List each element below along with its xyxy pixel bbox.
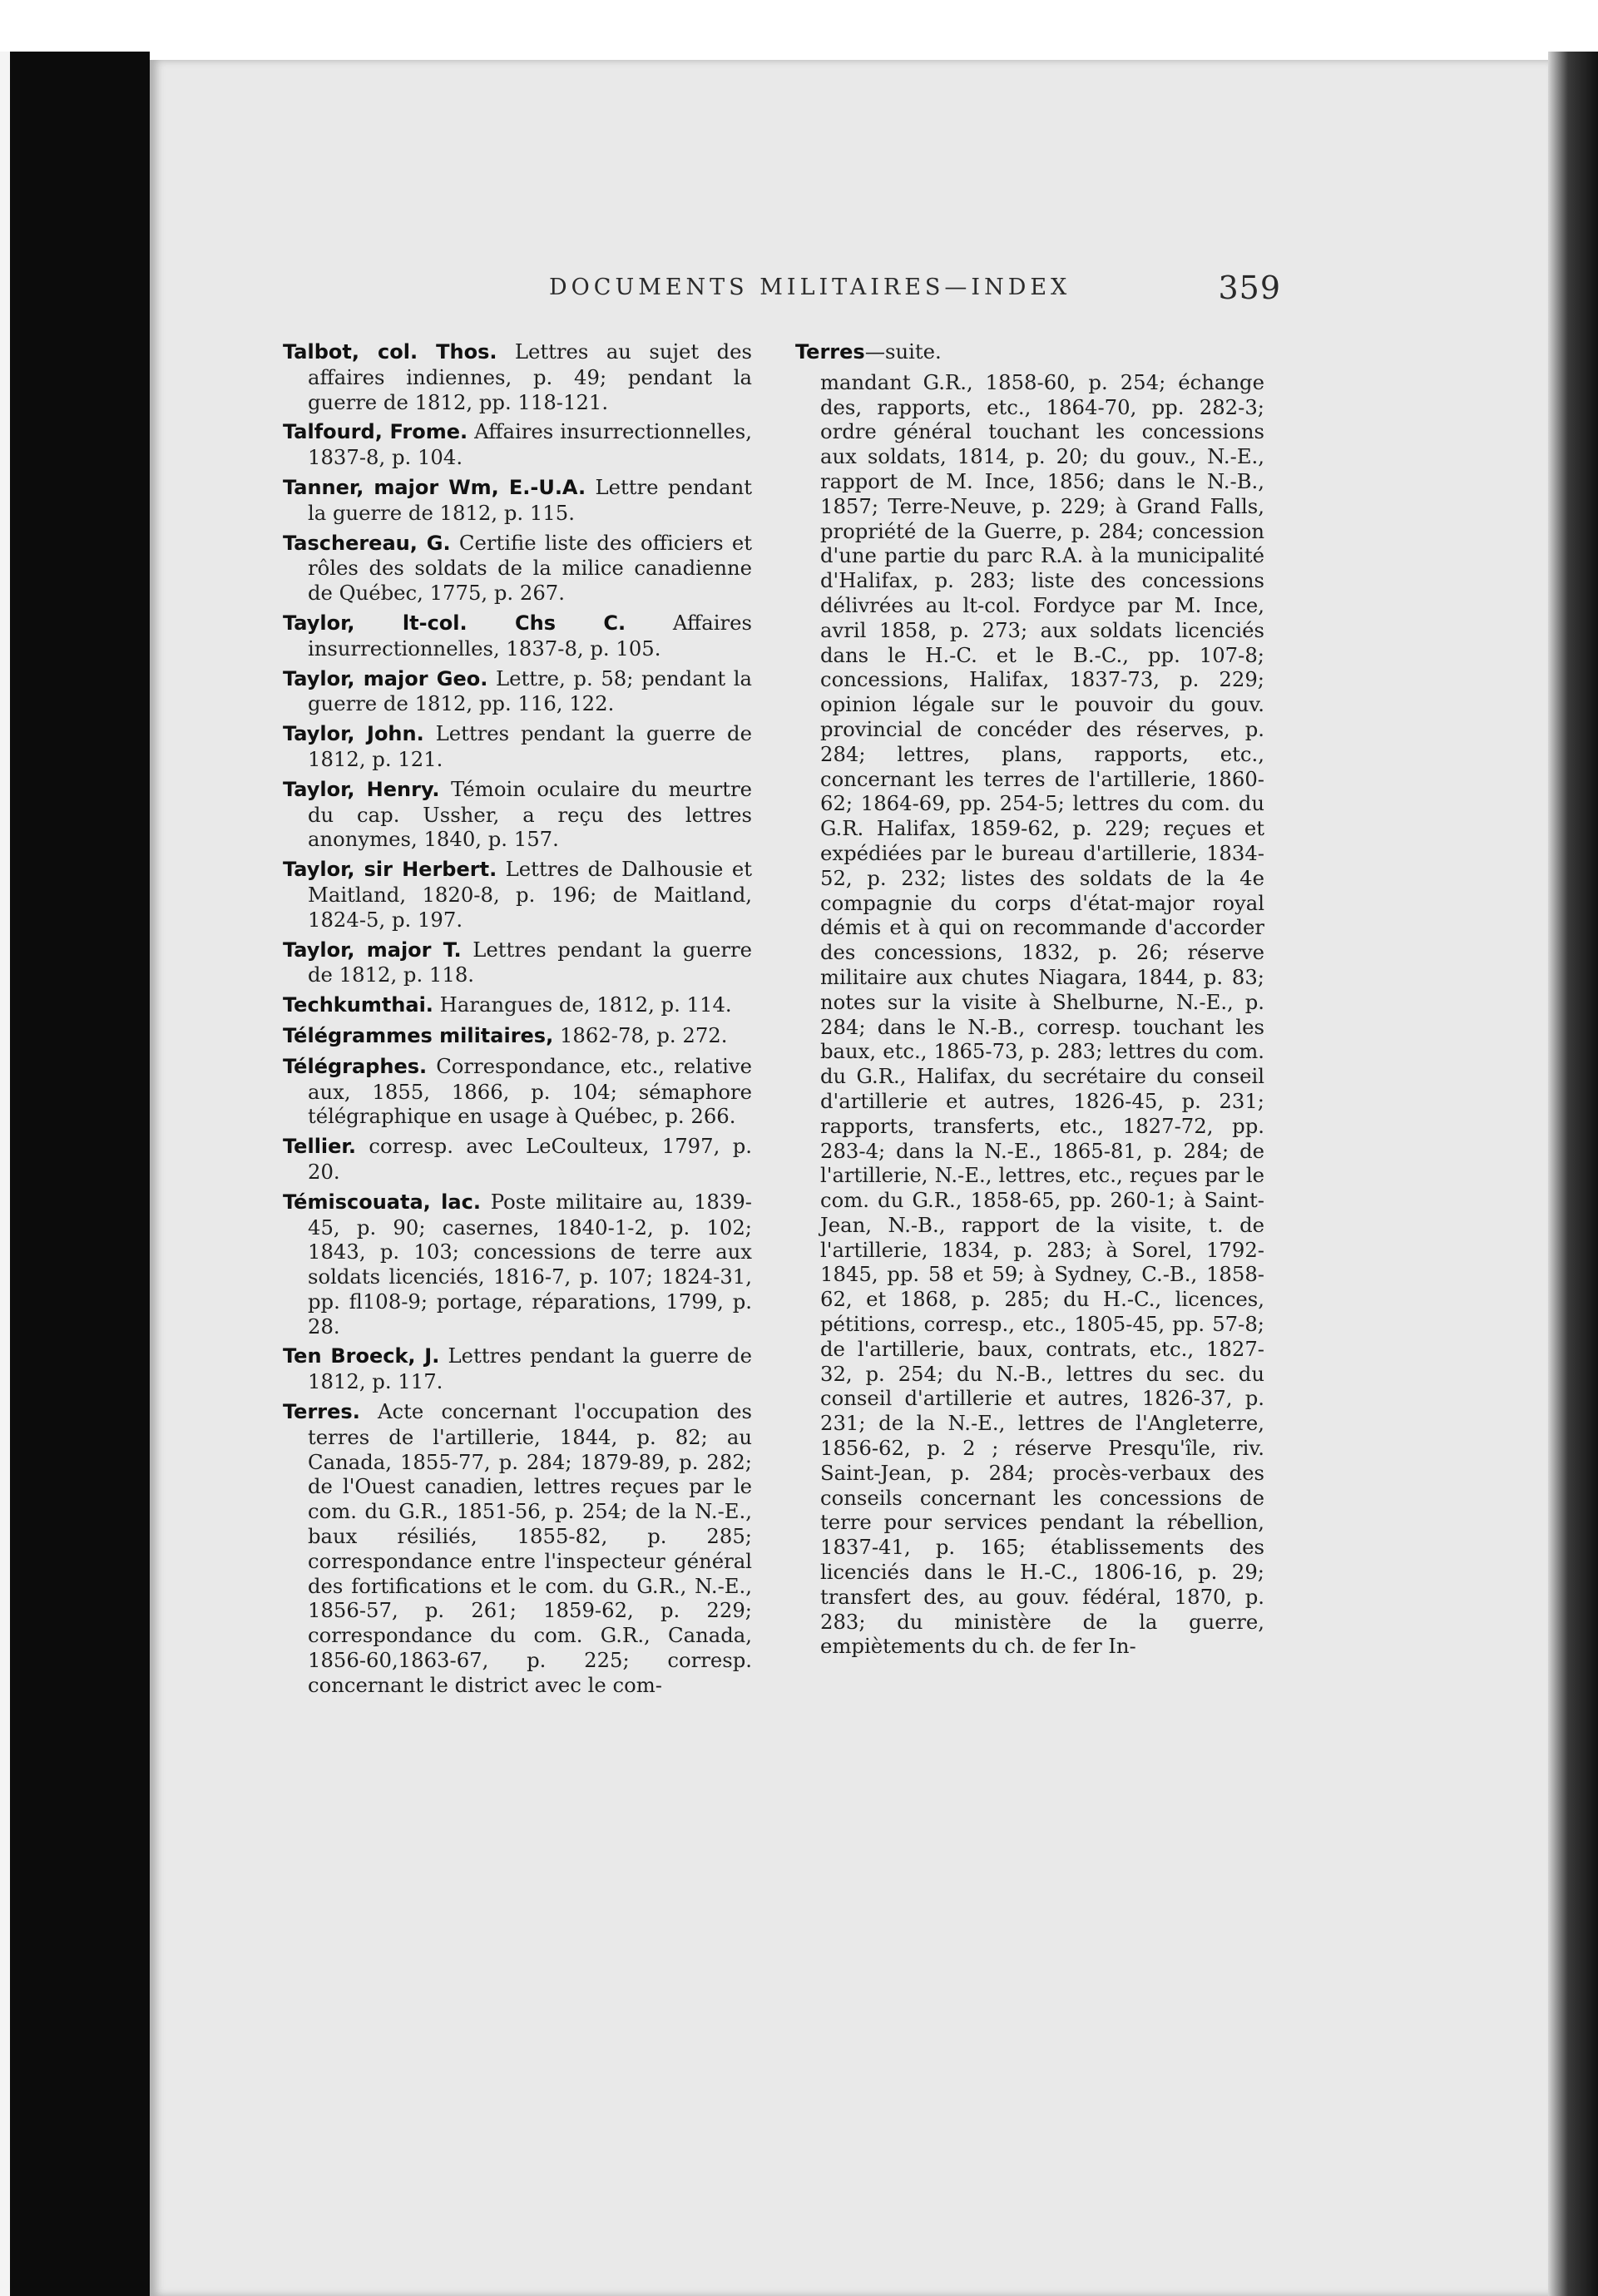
entry-text: Lettres de Dalhousie et Maitland, 1820-8, p. 196; de Maitland, 1824-5, p. 197. (308, 857, 752, 932)
entry-text: Certifie liste des officiers et rôles des soldats de la milice canadienne de Québec, 1775, p. 267. (308, 530, 752, 606)
index-entry (283, 419, 752, 470)
entry-text: Affaires insurrectionnelles, 1837-8, p. 105. (308, 610, 752, 661)
entry-heading: Taylor, lt-col. Chs C. (283, 611, 626, 635)
scan-right-border (1548, 52, 1598, 2296)
entry-continuation-mark: —suite. (864, 339, 942, 364)
index-entry (283, 1054, 752, 1129)
index-entry (283, 721, 752, 772)
index-column-right (795, 339, 1264, 1659)
index-entry (283, 1343, 752, 1394)
index-entry-continued (795, 339, 1264, 365)
index-entry (283, 992, 752, 1018)
entry-text: Harangues de, 1812, p. 114. (439, 992, 732, 1017)
entry-heading: Taylor, John. (283, 722, 424, 746)
entry-heading: Tanner, major Wm, E.-U.A. (283, 475, 586, 499)
entry-heading: Taylor, major T. (283, 938, 462, 962)
index-entry (283, 777, 752, 852)
entry-heading: Talbot, col. Thos. (283, 340, 497, 364)
entry-heading: Télégraphes. (283, 1054, 428, 1078)
page-header (549, 270, 1281, 308)
index-entry (283, 1399, 752, 1698)
index-entry (283, 1023, 752, 1049)
index-entry (283, 611, 752, 661)
index-entry (283, 475, 752, 526)
entry-text: 1862-78, p. 272. (559, 1022, 728, 1047)
entry-text: Poste militaire au, 1839-45, p. 90; casernes, 1840-1-2, p. 102; 1843, p. 103; concessions de terre aux soldats licenciés, 1816-7, p. 107; 1824-31, pp. fl108-9; portage, réparations, 1799, p. 28. (308, 1189, 752, 1339)
index-entry (283, 666, 752, 717)
entry-heading: Terres (795, 340, 865, 364)
entry-heading: Taylor, sir Herbert. (283, 858, 497, 882)
entry-heading: Taylor, Henry. (283, 777, 440, 801)
scan-left-border (0, 52, 150, 2296)
entry-text: Lettres pendant la guerre de 1812, p. 117. (308, 1343, 752, 1394)
entry-text: Lettre, p. 58; pendant la guerre de 1812, pp. 116, 122. (308, 666, 752, 716)
index-entry (283, 1190, 752, 1339)
entry-heading: Témiscouata, lac. (283, 1190, 481, 1214)
entry-text: Lettres pendant la guerre de 1812, p. 121. (308, 721, 752, 771)
index-column-left (283, 339, 752, 1703)
entry-text: Acte concernant l'occupation des terres de l'artillerie, 1844, p. 82; au Canada, 1855-77, p. 284; 1879-89, p. 282; de l'Ouest canadien, lettres reçues par le com. du G.R., 1851-56, p. 254; de la N.-E., baux résiliés, 1855-82, p. 285; correspondance entre l'inspecteur général des fortifications et le com. du G.R., N.-E., 1856-57, p. 261; 1859-62, p. 229; correspondance du com. G.R., Canada, 1856-60,1863-67, p. 225; corresp. concernant le district avec le com- (308, 1399, 752, 1697)
entry-heading: Télégrammes militaires, (283, 1023, 554, 1047)
entry-heading: Ten Broeck, J. (283, 1344, 440, 1368)
entry-heading: Taylor, major Geo. (283, 666, 488, 690)
entry-heading: Techkumthai. (283, 993, 433, 1017)
entry-heading: Tellier. (283, 1135, 356, 1159)
entry-text: Témoin oculaire du meurtre du cap. Ussher, a reçu des lettres anonymes, 1840, p. 157. (308, 776, 753, 852)
entry-heading: Terres. (283, 1400, 360, 1424)
entry-heading: Talfourd, Frome. (283, 420, 468, 444)
entry-text: Affaires insurrectionnelles, 1837-8, p. 104. (308, 419, 752, 470)
index-entry (283, 857, 752, 932)
index-entry (283, 531, 752, 606)
entry-text: mandant G.R., 1858-60, p. 254; échange des, rapports, etc., 1864-70, pp. 282-3; ordre général touchant les concessions aux soldats, 1814, p. 20; du gouv., N.-E., rapport de M. Ince, 1856; dans le N.-B., 1857; Terre-Neuve, p. 229; à Grand Falls, propriété de la Guerre, p. 284; concession d'une partie du parc R.A. à la municipalité d'Halifax, p. 283; liste des concessions délivrées au lt-col. Fordyce par M. Ince, avril 1858, p. 273; aux soldats licenciés dans le H.-C. et le B.-C., pp. 107-8; concessions, Halifax, 1837-73, p. 229; opinion légale sur le pouvoir du gouv. provincial de concéder des réserves, p. 284; lettres, plans, rapports, etc., concernant les terres de l'artillerie, 1860-62; 1864-69, pp. 254-5; lettres du com. du G.R. Halifax, 1859-62, p. 229; reçues et expédiées par le bureau d'artillerie, 1834-52, p. 232; listes des soldats de la 4e compagnie du corps d'état-major royal démis et à qui on recommande d'accorder des concessions, 1832, p. 26; réserve militaire aux chutes Niagara, 1844, p. 83; notes sur la visite à Shelburne, N.-E., p. 284; dans le N.-B., corresp. touchant les baux, etc., 1865-73, p. 283; lettres du com. du G.R., Halifax, du secrétaire du conseil d'artillerie et autres, 1826-45, p. 231; rapports, transferts, etc., 1827-72, pp. 283-4; dans la N.-E., 1865-81, p. 284; de l'artillerie, N.-E., lettres, etc., reçues par le com. du G.R., 1858-65, pp. 260-1; à Saint-Jean, N.-B., rapport de la visite, t. de l'artillerie, 1834, p. 283; à Sorel, 1792-1845, pp. 58 et 59; à Sydney, C.-B., 1858-62, et 1868, p. 285; du H.-C., licences, pétitions, corresp., etc., 1805-45, pp. 57-8; de l'artillerie, baux, contrats, etc., 1827-32, p. 254; du N.-B., lettres du sec. du conseil d'artillerie et autres, 1826-37, p. 231; de la N.-E., lettres de l'Angleterre, 1856-62, p. 2 ; réserve Presqu'île, riv. Saint-Jean, p. 284; procès-verbaux des conseils concernant les concessions de terre pour services pendant la rébellion, 1837-41, p. 165; établissements des licenciés dans le H.-C., 1806-16, p. 29; transfert des, au gouv. fédéral, 1870, p. 283; du ministère de la guerre, empiètements du ch. de fer In- (820, 369, 1264, 1659)
entry-heading: Taschereau, G. (283, 531, 451, 555)
entry-text: Correspondance, etc., relative aux, 1855, 1866, p. 104; sémaphore télégraphique en usage à Québec, p. 266. (308, 1053, 752, 1129)
index-entry (283, 339, 752, 414)
scan-top-margin (0, 0, 1598, 60)
index-entry (283, 938, 752, 988)
index-entry (283, 1134, 752, 1185)
entry-text: Lettre pendant la guerre de 1812, p. 115. (308, 474, 752, 525)
entry-text: Lettres au sujet des affaires indiennes, p. 49; pendant la guerre de 1812, pp. 118-121. (308, 339, 752, 414)
running-title: DOCUMENTS MILITAIRES—INDEX (549, 275, 1071, 300)
entry-text: Lettres pendant la guerre de 1812, p. 118. (308, 937, 752, 987)
entry-text: corresp. avec LeCoulteux, 1797, p. 20. (308, 1134, 752, 1184)
page-number: 359 (1218, 270, 1281, 306)
